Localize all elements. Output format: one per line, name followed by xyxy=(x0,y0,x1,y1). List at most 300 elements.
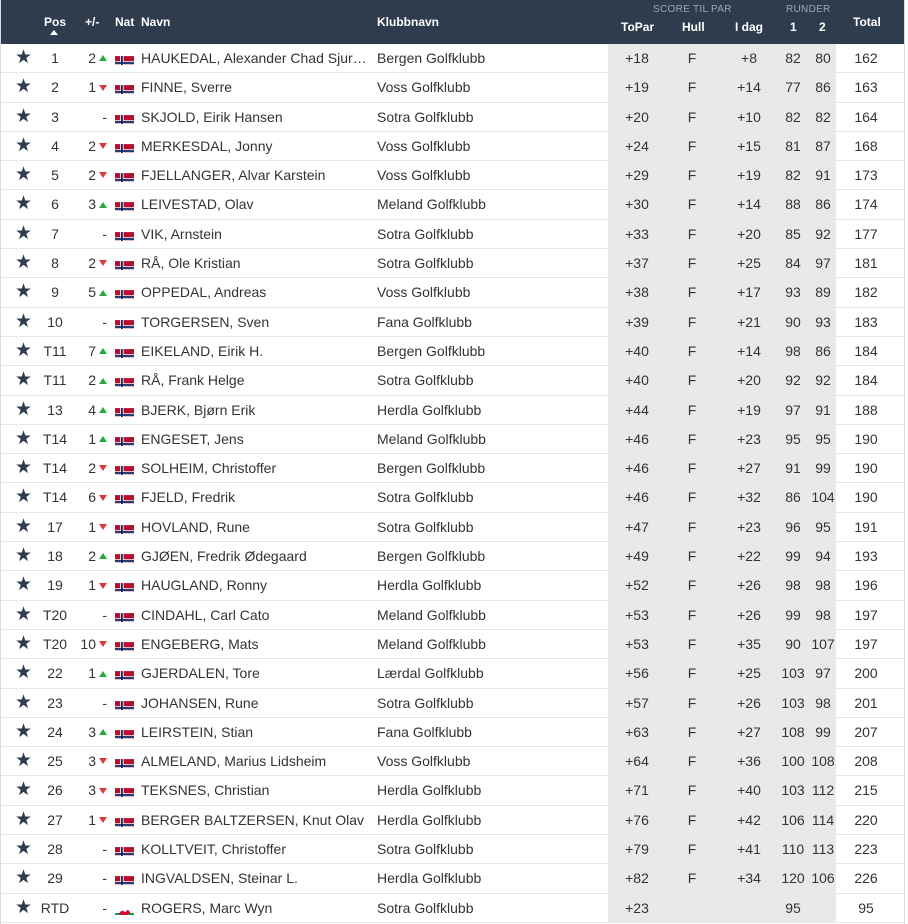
col-pos-header[interactable]: Pos xyxy=(44,15,67,29)
player-name[interactable]: HOVLAND, Rune xyxy=(141,518,250,535)
arrow-up-icon xyxy=(99,378,107,384)
today-score: +20 xyxy=(737,372,761,389)
to-par: +40 xyxy=(625,342,649,359)
favorite-star-icon[interactable]: ★ xyxy=(15,222,33,244)
to-par: +20 xyxy=(625,108,649,125)
position: 18 xyxy=(47,548,63,565)
favorite-star-icon[interactable]: ★ xyxy=(15,339,33,361)
today-score: +14 xyxy=(737,79,761,96)
table-row[interactable] xyxy=(1,190,904,219)
table-row[interactable] xyxy=(1,308,904,337)
round-1-score: 103 xyxy=(781,782,805,799)
favorite-star-icon[interactable]: ★ xyxy=(15,76,33,98)
player-name[interactable]: RÅ, Ole Kristian xyxy=(141,255,241,272)
player-name[interactable]: KOLLTVEIT, Christoffer xyxy=(141,841,286,858)
today-score: +8 xyxy=(741,50,757,66)
round-1-score: 77 xyxy=(785,79,801,96)
round-2-score: 98 xyxy=(815,577,831,594)
norway-flag-icon xyxy=(115,51,134,65)
position-change: 2 xyxy=(77,249,107,277)
norway-flag-icon xyxy=(115,197,134,211)
total-score: 184 xyxy=(854,372,878,389)
table-row[interactable] xyxy=(1,454,904,483)
favorite-star-icon[interactable]: ★ xyxy=(15,603,33,625)
favorite-star-icon[interactable]: ★ xyxy=(15,808,33,830)
hole: F xyxy=(687,723,697,740)
player-name[interactable]: SOLHEIM, Christoffer xyxy=(141,460,277,477)
table-row[interactable] xyxy=(1,601,904,630)
to-par: +46 xyxy=(625,460,649,477)
to-par: +79 xyxy=(625,841,649,858)
position: 9 xyxy=(51,284,59,301)
norway-flag-icon xyxy=(115,578,134,592)
player-name[interactable]: LEIVESTAD, Olav xyxy=(141,196,254,213)
round-2-score: 94 xyxy=(815,548,831,565)
player-name[interactable]: HAUKEDAL, Alexander Chad Sjur… xyxy=(141,50,367,66)
player-rows xyxy=(1,44,904,923)
table-row[interactable] xyxy=(1,571,904,600)
club-name: Herdla Golfklubb xyxy=(377,401,482,418)
favorite-star-icon[interactable]: ★ xyxy=(15,574,33,596)
today-score: +34 xyxy=(737,870,761,887)
col-name-header[interactable]: Navn xyxy=(141,15,171,29)
to-par: +47 xyxy=(625,518,649,535)
position-change: 3 xyxy=(77,190,107,218)
club-name: Bergen Golfklubb xyxy=(377,460,486,477)
position: 6 xyxy=(51,196,59,213)
club-name: Fana Golfklubb xyxy=(377,723,472,740)
round-2-score: 93 xyxy=(815,313,831,330)
total-score: 174 xyxy=(854,196,878,213)
hole: F xyxy=(687,50,697,66)
player-name[interactable]: ENGEBERG, Mats xyxy=(141,635,259,652)
position-change: 2 xyxy=(77,366,107,394)
total-score: 177 xyxy=(854,225,878,242)
total-score: 168 xyxy=(854,137,878,154)
position-change: 1 xyxy=(77,513,107,541)
to-par: +49 xyxy=(625,548,649,565)
hole: F xyxy=(687,870,697,887)
norway-flag-icon xyxy=(115,315,134,329)
position: T14 xyxy=(42,489,68,506)
position-change: 1 xyxy=(77,806,107,834)
norway-flag-icon xyxy=(115,725,134,739)
norway-flag-icon xyxy=(115,871,134,885)
wales-flag-icon xyxy=(115,901,134,915)
total-score: 226 xyxy=(854,870,878,887)
round-2-score: 92 xyxy=(815,225,831,242)
hole: F xyxy=(687,694,697,711)
table-row[interactable] xyxy=(1,366,904,395)
club-name: Meland Golfklubb xyxy=(377,196,486,213)
favorite-star-icon[interactable]: ★ xyxy=(15,779,33,801)
to-par: +76 xyxy=(625,811,649,828)
favorite-star-icon[interactable]: ★ xyxy=(15,105,33,127)
today-score: +42 xyxy=(737,811,761,828)
favorite-star-icon[interactable]: ★ xyxy=(15,47,33,68)
favorite-star-icon[interactable]: ★ xyxy=(15,662,33,684)
today-score: +20 xyxy=(737,225,761,242)
position-change: 3 xyxy=(77,776,107,804)
round-1-score: 96 xyxy=(785,518,801,535)
norway-flag-icon xyxy=(115,285,134,299)
table-row[interactable] xyxy=(1,806,904,835)
arrow-down-icon xyxy=(99,583,107,589)
favorite-star-icon[interactable]: ★ xyxy=(15,134,33,156)
round-2-score: 86 xyxy=(815,196,831,213)
favorite-star-icon[interactable]: ★ xyxy=(15,632,33,654)
today-score: +14 xyxy=(737,196,761,213)
today-score: +26 xyxy=(737,606,761,623)
player-name[interactable]: ROGERS, Marc Wyn xyxy=(141,899,273,916)
player-name[interactable]: OPPEDAL, Andreas xyxy=(141,284,267,301)
total-score: 223 xyxy=(854,841,878,858)
to-par: +24 xyxy=(625,137,649,154)
favorite-star-icon[interactable]: ★ xyxy=(15,896,33,918)
favorite-star-icon[interactable]: ★ xyxy=(15,720,33,742)
table-row[interactable] xyxy=(1,689,904,718)
table-row[interactable] xyxy=(1,337,904,366)
table-row[interactable] xyxy=(1,835,904,864)
arrow-up-icon xyxy=(99,407,107,413)
position-change: 2 xyxy=(77,161,107,189)
club-name: Sotra Golfklubb xyxy=(377,518,474,535)
norway-flag-icon xyxy=(115,754,134,768)
norway-flag-icon xyxy=(115,139,134,153)
round-2-score: 80 xyxy=(815,50,831,66)
to-par: +19 xyxy=(625,79,649,96)
table-row[interactable] xyxy=(1,630,904,659)
player-name[interactable]: TORGERSEN, Sven xyxy=(141,313,270,330)
total-score: 184 xyxy=(854,342,878,359)
to-par: +52 xyxy=(625,577,649,594)
position: 5 xyxy=(51,167,59,184)
to-par: +46 xyxy=(625,430,649,447)
col-nat-header[interactable]: Nat xyxy=(115,15,135,29)
to-par: +37 xyxy=(625,255,649,272)
arrow-down-icon xyxy=(99,260,107,266)
round-2-score: 86 xyxy=(815,342,831,359)
round-2-score: 87 xyxy=(815,137,831,154)
table-row[interactable] xyxy=(1,44,904,73)
norway-flag-icon xyxy=(115,256,134,270)
total-score: 181 xyxy=(854,255,878,272)
to-par: +64 xyxy=(625,753,649,770)
club-name: Sotra Golfklubb xyxy=(377,489,474,506)
hole: F xyxy=(687,401,697,418)
position-change: 1 xyxy=(77,73,107,101)
favorite-star-icon[interactable]: ★ xyxy=(15,310,33,332)
club-name: Herdla Golfklubb xyxy=(377,870,482,887)
position-change: 2 xyxy=(77,44,107,72)
player-name[interactable]: FINNE, Sverre xyxy=(141,79,233,96)
hole: F xyxy=(687,489,697,506)
arrow-up-icon xyxy=(99,729,107,735)
table-row[interactable] xyxy=(1,161,904,190)
hole: F xyxy=(687,137,697,154)
position-change: - xyxy=(102,899,107,916)
round-1-score: 81 xyxy=(785,137,801,154)
favorite-star-icon[interactable]: ★ xyxy=(15,838,33,860)
position: 2 xyxy=(51,79,59,96)
favorite-star-icon[interactable]: ★ xyxy=(15,750,33,772)
arrow-down-icon xyxy=(99,143,107,149)
col-topar-header[interactable]: ToPar xyxy=(621,20,655,34)
club-name: Sotra Golfklubb xyxy=(377,255,474,272)
today-score: +23 xyxy=(737,430,761,447)
player-name[interactable]: EIKELAND, Eirik H. xyxy=(141,342,264,359)
col-change-header[interactable]: +/- xyxy=(85,15,100,29)
hole: F xyxy=(687,372,697,389)
player-name[interactable]: RÅ, Frank Helge xyxy=(141,372,245,389)
round-2-score: 106 xyxy=(811,870,835,887)
round-1-score: 99 xyxy=(785,606,801,623)
table-row[interactable] xyxy=(1,396,904,425)
favorite-star-icon[interactable]: ★ xyxy=(15,164,33,186)
table-row[interactable] xyxy=(1,513,904,542)
favorite-star-icon[interactable]: ★ xyxy=(15,398,33,420)
round-2-score: 95 xyxy=(815,430,831,447)
norway-flag-icon xyxy=(115,110,134,124)
position-change: 2 xyxy=(77,132,107,160)
hole: F xyxy=(687,841,697,858)
round-1-score: 84 xyxy=(785,255,801,272)
player-name[interactable]: CINDAHL, Carl Cato xyxy=(141,606,270,623)
norway-flag-icon xyxy=(115,227,134,241)
col-total-header[interactable]: Total xyxy=(853,15,881,29)
round-2-score: 99 xyxy=(815,460,831,477)
hole: F xyxy=(687,255,697,272)
col-idag-header[interactable]: I dag xyxy=(735,20,764,34)
total-score: 95 xyxy=(858,899,874,916)
round-1-score: 100 xyxy=(781,753,805,770)
favorite-star-icon[interactable]: ★ xyxy=(15,545,33,567)
col-round1-header[interactable]: 1 xyxy=(790,20,797,34)
player-name[interactable]: GJERDALEN, Tore xyxy=(141,665,260,682)
position-change: - xyxy=(102,313,107,330)
total-score: 163 xyxy=(854,79,878,96)
favorite-star-icon[interactable]: ★ xyxy=(15,867,33,889)
today-score: +19 xyxy=(737,401,761,418)
total-score: 207 xyxy=(854,723,878,740)
norway-flag-icon xyxy=(115,80,134,94)
to-par: +63 xyxy=(625,723,649,740)
round-1-score: 90 xyxy=(785,313,801,330)
table-row[interactable] xyxy=(1,483,904,512)
table-row[interactable] xyxy=(1,894,904,923)
player-name[interactable]: FJELD, Fredrik xyxy=(141,489,236,506)
favorite-star-icon[interactable]: ★ xyxy=(15,281,33,303)
total-score: 220 xyxy=(854,811,878,828)
to-par: +40 xyxy=(625,372,649,389)
arrow-up-icon xyxy=(99,55,107,61)
arrow-up-icon xyxy=(99,348,107,354)
position: 24 xyxy=(47,723,63,740)
arrow-up-icon xyxy=(99,553,107,559)
today-score: +25 xyxy=(737,665,761,682)
favorite-star-icon[interactable]: ★ xyxy=(15,427,33,449)
table-row[interactable] xyxy=(1,249,904,278)
hole: F xyxy=(687,753,697,770)
round-1-score: 120 xyxy=(781,870,805,887)
to-par: +46 xyxy=(625,489,649,506)
table-row[interactable] xyxy=(1,864,904,893)
norway-flag-icon xyxy=(115,461,134,475)
position: 4 xyxy=(51,137,59,154)
today-score: +23 xyxy=(737,518,761,535)
favorite-star-icon[interactable]: ★ xyxy=(15,691,33,713)
table-row[interactable] xyxy=(1,542,904,571)
position-change: - xyxy=(102,225,107,242)
table-row[interactable] xyxy=(1,425,904,454)
round-2-score: 112 xyxy=(811,782,835,799)
round-1-score: 86 xyxy=(785,489,801,506)
round-1-score: 97 xyxy=(785,401,801,418)
round-1-score: 85 xyxy=(785,225,801,242)
club-name: Voss Golfklubb xyxy=(377,284,471,301)
player-name[interactable]: INGVALDSEN, Steinar L. xyxy=(141,870,298,887)
player-name[interactable]: SKJOLD, Eirik Hansen xyxy=(141,108,283,125)
today-score: +26 xyxy=(737,577,761,594)
table-row[interactable] xyxy=(1,659,904,688)
player-name[interactable]: BJERK, Bjørn Erik xyxy=(141,401,256,418)
player-name[interactable]: GJØEN, Fredrik Ødegaard xyxy=(141,548,307,565)
club-name: Herdla Golfklubb xyxy=(377,577,482,594)
favorite-star-icon[interactable]: ★ xyxy=(15,486,33,508)
to-par: +33 xyxy=(625,225,649,242)
player-name[interactable]: HAUGLAND, Ronny xyxy=(141,577,268,594)
position-change: - xyxy=(102,870,107,887)
today-score: +19 xyxy=(737,167,761,184)
club-name: Herdla Golfklubb xyxy=(377,811,482,828)
norway-flag-icon xyxy=(115,549,134,563)
club-name: Bergen Golfklubb xyxy=(377,50,486,66)
position: T14 xyxy=(42,460,68,477)
favorite-star-icon[interactable]: ★ xyxy=(15,252,33,274)
round-2-score: 113 xyxy=(811,841,835,858)
player-name[interactable]: FJELLANGER, Alvar Karstein xyxy=(141,167,326,184)
player-name[interactable]: TEKSNES, Christian xyxy=(141,782,270,799)
round-2-score: 92 xyxy=(815,372,831,389)
col-round2-header[interactable]: 2 xyxy=(819,20,826,34)
round-2-score: 95 xyxy=(815,518,831,535)
to-par: +29 xyxy=(625,167,649,184)
table-row[interactable] xyxy=(1,718,904,747)
position-change: 2 xyxy=(77,542,107,570)
rounds-group-header: RUNDER xyxy=(786,4,831,15)
position: 29 xyxy=(47,870,63,887)
arrow-up-icon xyxy=(99,290,107,296)
player-name[interactable]: JOHANSEN, Rune xyxy=(141,694,259,711)
arrow-down-icon xyxy=(99,85,107,91)
table-row[interactable] xyxy=(1,103,904,132)
position-change: 7 xyxy=(77,337,107,365)
club-name: Meland Golfklubb xyxy=(377,606,486,623)
player-name[interactable]: MERKESDAL, Jonny xyxy=(141,137,273,154)
col-hull-header[interactable]: Hull xyxy=(682,20,705,34)
to-par: +18 xyxy=(625,50,649,66)
table-row[interactable] xyxy=(1,220,904,249)
sort-asc-icon xyxy=(50,30,58,35)
round-1-score: 92 xyxy=(785,372,801,389)
table-row[interactable] xyxy=(1,776,904,805)
to-par: +82 xyxy=(625,870,649,887)
favorite-star-icon[interactable]: ★ xyxy=(15,193,33,215)
round-1-score: 82 xyxy=(785,108,801,125)
hole: F xyxy=(687,460,697,477)
hole: F xyxy=(687,196,697,213)
today-score: +26 xyxy=(737,694,761,711)
round-1-score: 108 xyxy=(781,723,805,740)
player-name[interactable]: LEIRSTEIN, Stian xyxy=(141,723,254,740)
round-1-score: 90 xyxy=(785,635,801,652)
round-2-score: 114 xyxy=(811,811,835,828)
today-score: +41 xyxy=(737,841,761,858)
round-1-score: 91 xyxy=(785,460,801,477)
club-name: Voss Golfklubb xyxy=(377,137,471,154)
arrow-up-icon xyxy=(99,202,107,208)
position: 22 xyxy=(47,665,63,682)
norway-flag-icon xyxy=(115,344,134,358)
to-par: +56 xyxy=(625,665,649,682)
total-score: 201 xyxy=(854,694,878,711)
player-name[interactable]: ENGESET, Jens xyxy=(141,430,244,447)
to-par: +23 xyxy=(625,899,649,916)
norway-flag-icon xyxy=(115,168,134,182)
hole: F xyxy=(687,430,697,447)
position: 13 xyxy=(47,401,63,418)
round-2-score: 86 xyxy=(815,79,831,96)
today-score: +10 xyxy=(737,108,761,125)
hole: F xyxy=(687,342,697,359)
total-score: 196 xyxy=(854,577,878,594)
table-row[interactable] xyxy=(1,73,904,102)
position: 26 xyxy=(47,782,63,799)
round-1-score: 95 xyxy=(785,899,801,916)
today-score: +21 xyxy=(737,313,761,330)
position: 1 xyxy=(51,50,59,66)
position-change: - xyxy=(102,694,107,711)
position-change: 4 xyxy=(77,396,107,424)
arrow-down-icon xyxy=(99,495,107,501)
position: T20 xyxy=(42,606,68,623)
to-par: +38 xyxy=(625,284,649,301)
col-club-header[interactable]: Klubbnavn xyxy=(377,15,439,29)
position-change: 3 xyxy=(77,718,107,746)
arrow-down-icon xyxy=(99,817,107,823)
norway-flag-icon xyxy=(115,520,134,534)
today-score: +25 xyxy=(737,255,761,272)
today-score xyxy=(729,894,769,922)
table-row[interactable] xyxy=(1,747,904,776)
player-name[interactable]: BERGER BALTZERSEN, Knut Olav xyxy=(141,811,365,828)
round-2-score: 98 xyxy=(815,694,831,711)
favorite-star-icon[interactable]: ★ xyxy=(15,457,33,479)
player-name[interactable]: ALMELAND, Marius Lidsheim xyxy=(141,753,327,770)
table-row[interactable] xyxy=(1,132,904,161)
arrow-down-icon xyxy=(99,788,107,794)
favorite-star-icon[interactable]: ★ xyxy=(15,515,33,537)
round-2-score: 91 xyxy=(815,167,831,184)
favorite-star-icon[interactable]: ★ xyxy=(15,369,33,391)
hole: F xyxy=(687,284,697,301)
table-row[interactable] xyxy=(1,278,904,307)
position-change: - xyxy=(102,606,107,623)
round-2-score: 104 xyxy=(811,489,835,506)
hole: F xyxy=(687,635,697,652)
club-name: Sotra Golfklubb xyxy=(377,225,474,242)
player-name[interactable]: VIK, Arnstein xyxy=(141,225,222,242)
